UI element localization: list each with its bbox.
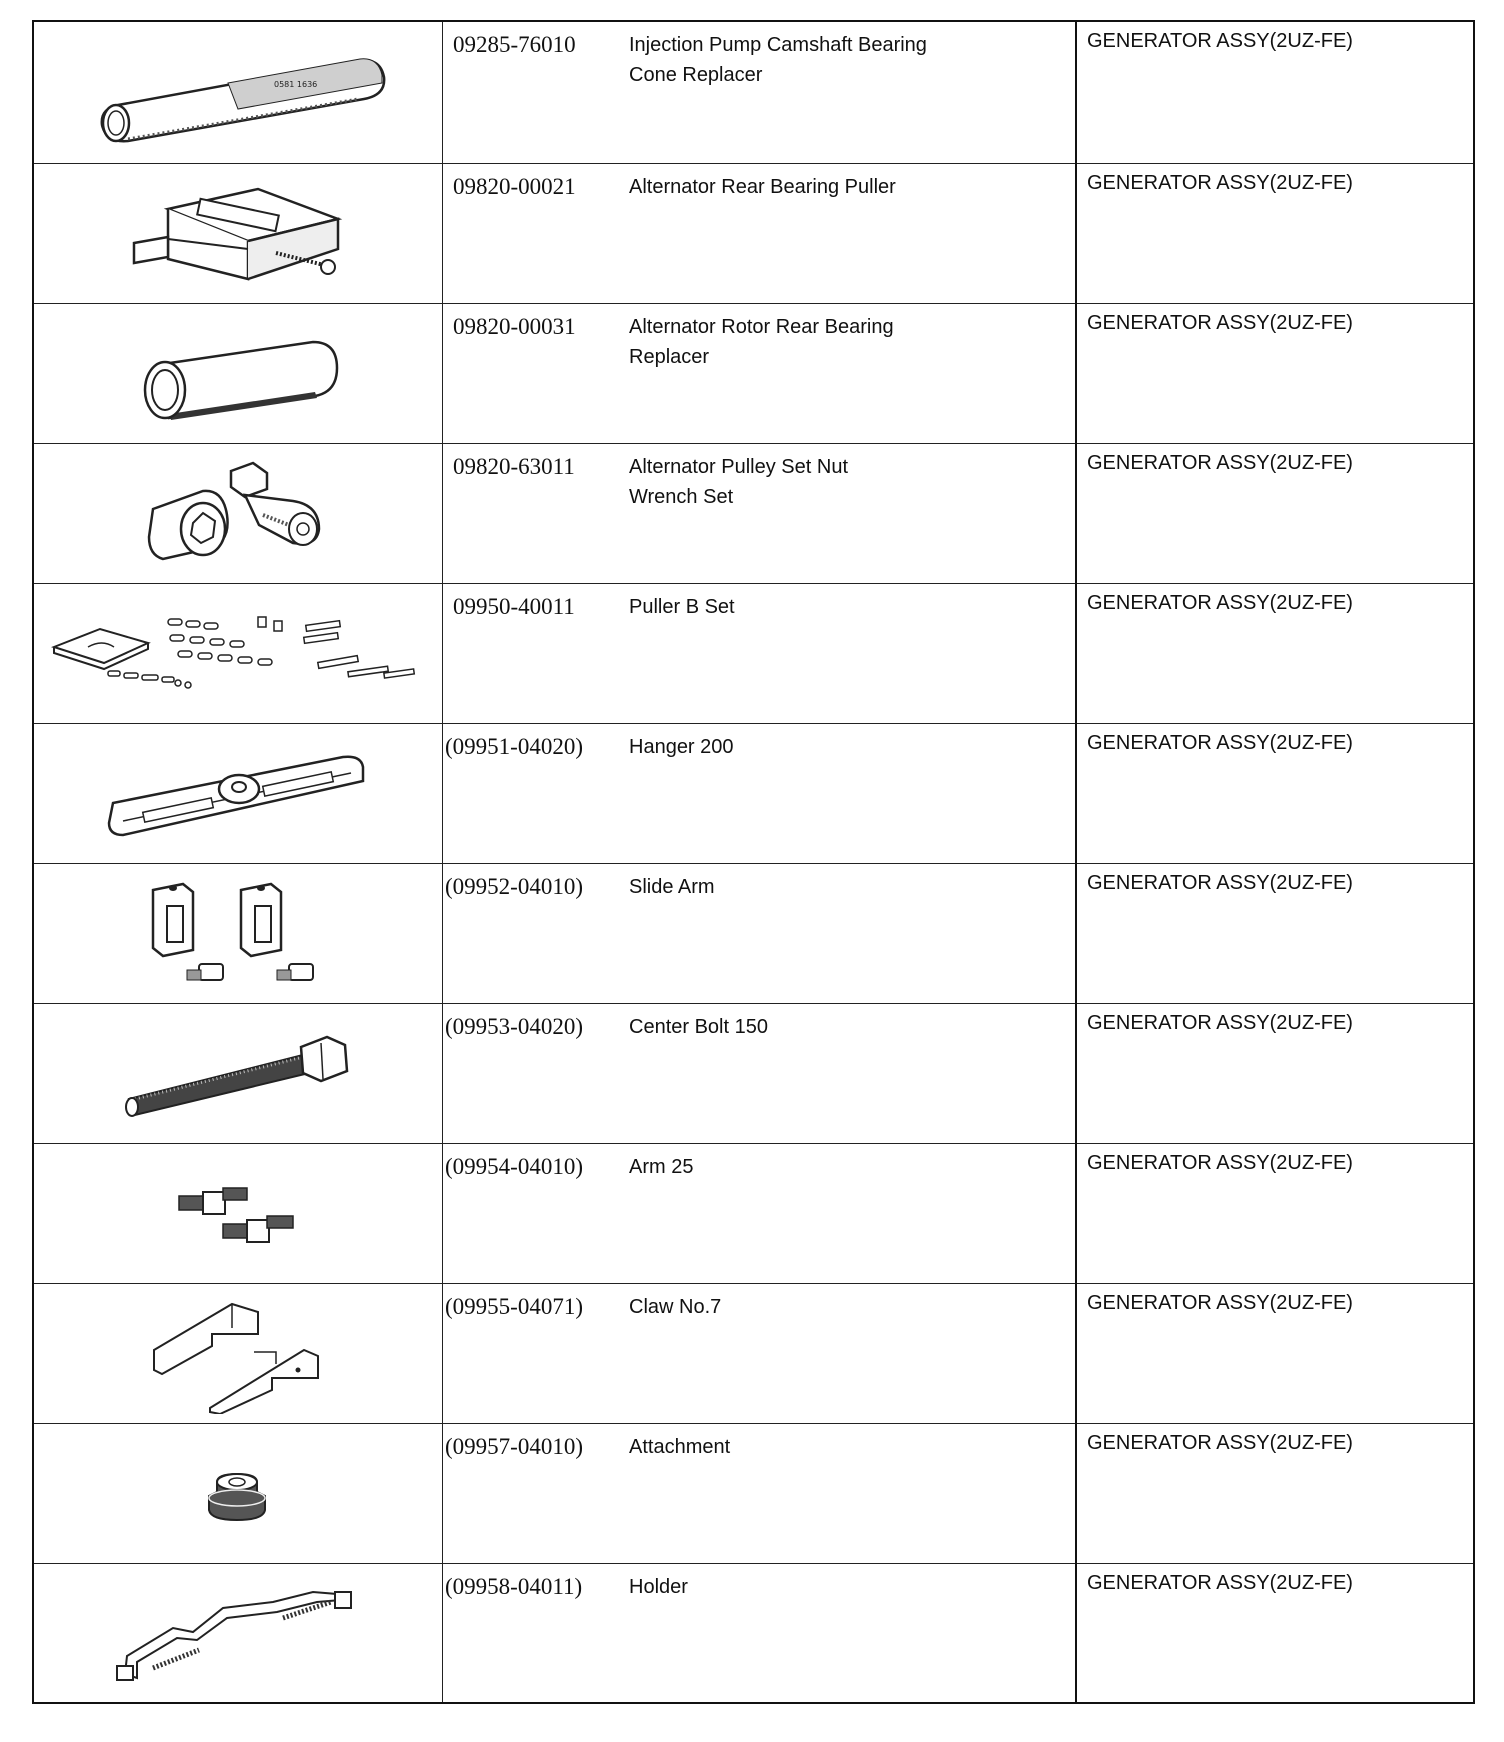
part-number: 09820-00021 xyxy=(453,174,576,199)
assembly-note: GENERATOR ASSY(2UZ-FE) xyxy=(1087,592,1353,614)
tool-name-cell xyxy=(621,164,1076,304)
note-cell xyxy=(1076,584,1474,724)
tool-illustration-cell xyxy=(33,1004,443,1144)
tool-illustration-cell xyxy=(33,584,443,724)
assembly-note: GENERATOR ASSY(2UZ-FE) xyxy=(1087,1012,1353,1034)
tool-name-line1: Holder xyxy=(629,1576,688,1598)
tool-name-line2: Replacer xyxy=(629,346,710,368)
note-cell xyxy=(1076,1284,1474,1424)
puller-set-parts-icon xyxy=(48,599,428,709)
tool-name-line2: Cone Replacer xyxy=(629,64,763,86)
part-number-cell xyxy=(443,864,622,1004)
table-row xyxy=(33,724,1474,864)
slide-arm-icon xyxy=(143,876,333,991)
note-cell xyxy=(1076,1144,1474,1284)
tool-illustration-cell xyxy=(33,724,443,864)
part-number-cell xyxy=(443,1144,622,1284)
tool-illustration-cell xyxy=(33,304,443,444)
part-number: 09950-40011 xyxy=(453,594,575,619)
note-cell xyxy=(1076,1004,1474,1144)
tool-name-line1: Arm 25 xyxy=(629,1156,694,1178)
table-row xyxy=(33,164,1474,304)
assembly-note: GENERATOR ASSY(2UZ-FE) xyxy=(1087,172,1353,194)
table-row xyxy=(33,21,1474,164)
note-cell xyxy=(1076,864,1474,1004)
tool-name-line1: Alternator Pulley Set Nut xyxy=(629,456,848,478)
tool-illustration-cell xyxy=(33,164,443,304)
tool-name-line1: Hanger 200 xyxy=(629,736,734,758)
tool-illustration-cell xyxy=(33,21,443,164)
note-cell xyxy=(1076,164,1474,304)
part-number: (09953-04020) xyxy=(445,1014,583,1039)
tube-replacer-icon xyxy=(88,43,388,143)
cylinder-replacer-icon xyxy=(133,324,343,424)
tool-name-cell xyxy=(621,1004,1076,1144)
tool-illustration-cell xyxy=(33,1424,443,1564)
note-cell xyxy=(1076,304,1474,444)
table-row xyxy=(33,1144,1474,1284)
part-number: (09954-04010) xyxy=(445,1154,583,1179)
assembly-note: GENERATOR ASSY(2UZ-FE) xyxy=(1087,452,1353,474)
tool-name-cell xyxy=(621,584,1076,724)
tool-name-cell xyxy=(621,444,1076,584)
part-number: (09958-04011) xyxy=(445,1574,583,1599)
tool-illustration-cell xyxy=(33,1564,443,1704)
table-row xyxy=(33,444,1474,584)
part-number-cell xyxy=(443,1564,622,1704)
hanger-bar-icon xyxy=(103,739,373,849)
tool-name-line1: Alternator Rear Bearing Puller xyxy=(629,176,896,198)
note-cell xyxy=(1076,1564,1474,1704)
tool-illustration-cell xyxy=(33,864,443,1004)
socket-wrench-set-icon xyxy=(143,459,333,569)
note-cell xyxy=(1076,1424,1474,1564)
threaded-arm-icon xyxy=(173,1174,303,1254)
part-number-cell xyxy=(443,584,622,724)
table-row xyxy=(33,1564,1474,1704)
part-number-cell xyxy=(443,444,622,584)
part-number: 09285-76010 xyxy=(453,32,576,57)
tool-name-cell xyxy=(621,1144,1076,1284)
part-number: (09955-04071) xyxy=(445,1294,583,1319)
part-number-cell xyxy=(443,164,622,304)
tool-name-line1: Injection Pump Camshaft Bearing xyxy=(629,34,927,56)
assembly-note: GENERATOR ASSY(2UZ-FE) xyxy=(1087,30,1353,52)
assembly-note: GENERATOR ASSY(2UZ-FE) xyxy=(1087,872,1353,894)
part-number-cell xyxy=(443,1424,622,1564)
bearing-puller-icon xyxy=(128,179,348,289)
tool-name-cell xyxy=(621,1284,1076,1424)
tool-name-cell xyxy=(621,304,1076,444)
note-cell xyxy=(1076,444,1474,584)
part-number: 09820-63011 xyxy=(453,454,575,479)
tool-name-cell xyxy=(621,1424,1076,1564)
table-row xyxy=(33,304,1474,444)
assembly-note: GENERATOR ASSY(2UZ-FE) xyxy=(1087,1432,1353,1454)
table-row xyxy=(33,1004,1474,1144)
tool-name-line1: Claw No.7 xyxy=(629,1296,722,1318)
part-number-cell xyxy=(443,1284,622,1424)
tool-name-cell xyxy=(621,1564,1076,1704)
claw-icon xyxy=(148,1294,328,1414)
tool-name-cell xyxy=(621,864,1076,1004)
table-row xyxy=(33,1284,1474,1424)
tool-illustration-cell xyxy=(33,1144,443,1284)
svg-text:0581 1636: 0581 1636 xyxy=(274,79,318,89)
part-number: (09952-04010) xyxy=(445,874,583,899)
attachment-icon xyxy=(203,1464,273,1524)
tool-name-line1: Slide Arm xyxy=(629,876,715,898)
tool-illustration-cell xyxy=(33,444,443,584)
tool-name-cell xyxy=(621,724,1076,864)
tool-illustration-cell xyxy=(33,1284,443,1424)
part-number-cell xyxy=(443,21,622,164)
part-number-cell xyxy=(443,724,622,864)
assembly-note: GENERATOR ASSY(2UZ-FE) xyxy=(1087,1152,1353,1174)
tool-name-line1: Puller B Set xyxy=(629,596,735,618)
table-row xyxy=(33,584,1474,724)
table-row xyxy=(33,864,1474,1004)
part-number: 09820-00031 xyxy=(453,314,576,339)
tool-name-cell xyxy=(621,21,1076,164)
special-service-tools-table xyxy=(32,20,1475,1704)
table-row xyxy=(33,1424,1474,1564)
note-cell xyxy=(1076,724,1474,864)
part-number-cell xyxy=(443,304,622,444)
holder-clamp-icon xyxy=(113,1578,363,1688)
center-bolt-icon xyxy=(123,1029,353,1119)
part-number: (09957-04010) xyxy=(445,1434,583,1459)
tool-name-line1: Alternator Rotor Rear Bearing xyxy=(629,316,894,338)
assembly-note: GENERATOR ASSY(2UZ-FE) xyxy=(1087,732,1353,754)
note-cell xyxy=(1076,21,1474,164)
tool-name-line2: Wrench Set xyxy=(629,486,734,508)
assembly-note: GENERATOR ASSY(2UZ-FE) xyxy=(1087,312,1353,334)
part-number-cell xyxy=(443,1004,622,1144)
assembly-note: GENERATOR ASSY(2UZ-FE) xyxy=(1087,1572,1353,1594)
tool-name-line1: Attachment xyxy=(629,1436,731,1458)
part-number: (09951-04020) xyxy=(445,734,583,759)
assembly-note: GENERATOR ASSY(2UZ-FE) xyxy=(1087,1292,1353,1314)
tool-name-line1: Center Bolt 150 xyxy=(629,1016,768,1038)
